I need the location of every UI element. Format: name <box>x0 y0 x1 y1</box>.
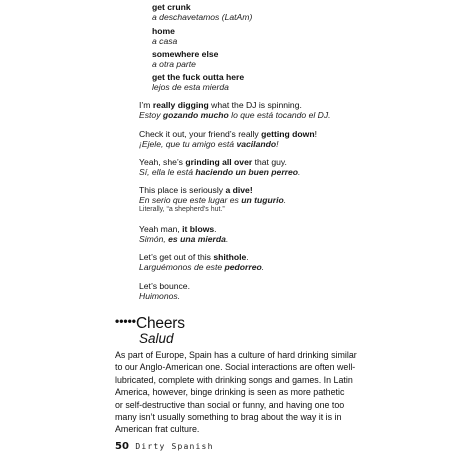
example-english: Let’s bounce. <box>139 281 190 291</box>
example-english: I’m really digging what the DJ is spinning. <box>139 100 302 110</box>
example-english: Let’s get out of this shithole. <box>139 252 249 262</box>
example-english: This place is seriously a dive! <box>139 185 253 195</box>
section-paragraph <box>115 349 370 436</box>
example-spanish: ¡Ejele, que tu amigo está vacilando! <box>139 139 279 149</box>
example-spanish: En serio que este lugar es un tugurio. <box>139 195 287 205</box>
example-sentence <box>139 129 389 149</box>
vocab-spanish: a otra parte <box>152 59 196 69</box>
paragraph-line: many isn’t usually something to brag about the way it is in <box>115 412 342 423</box>
page-footer <box>115 436 214 454</box>
heading-dots: ••••• <box>115 314 137 328</box>
vocab-english: home <box>152 26 175 36</box>
vocab-entry <box>152 49 382 69</box>
example-spanish: Simón, es una mierda. <box>139 234 229 244</box>
vocab-entry <box>152 26 382 46</box>
example-spanish: Estoy gozando mucho lo que está tocando el DJ. <box>139 110 331 120</box>
paragraph-line: to our Anglo-American one. Social interactions are often well- <box>115 362 356 373</box>
page-number: 50 <box>115 441 129 452</box>
example-spanish: Sí, ella le está haciendo un buen perreo. <box>139 167 301 177</box>
example-sentence <box>139 252 389 272</box>
paragraph-line: As part of Europe, Spain has a culture of hard drinking similar <box>115 350 357 360</box>
vocab-spanish: lejos de esta mierda <box>152 82 229 92</box>
literal-translation-note: Literally, “a shepherd’s hut.” <box>139 206 225 213</box>
paragraph-line: American frat culture. <box>115 424 200 435</box>
vocab-english: somewhere else <box>152 49 219 59</box>
example-english: Yeah, she’s grinding all over that guy. <box>139 157 287 167</box>
vocab-english: get the fuck outta here <box>152 72 245 82</box>
section-heading <box>115 314 185 346</box>
vocab-spanish: a deschavetamos (LatAm) <box>152 12 253 22</box>
section-title: Cheers <box>136 315 185 332</box>
paragraph-line: or self-destructive than social or funny, and having one too <box>115 399 345 410</box>
paragraph-line: lubricated, complete with drinking songs and games. In Latin <box>115 374 353 385</box>
example-spanish: Larguémonos de este pedorreo. <box>139 262 265 272</box>
example-sentence <box>139 224 389 244</box>
section-subtitle: Salud <box>139 331 174 346</box>
book-title: Dirty Spanish <box>135 442 214 451</box>
example-sentence <box>139 281 389 301</box>
vocab-spanish: a casa <box>152 36 178 46</box>
example-sentence <box>139 100 389 120</box>
vocab-entry <box>152 2 382 22</box>
vocab-english: get crunk <box>152 2 191 12</box>
example-sentence <box>139 157 389 177</box>
example-spanish: Huimonos. <box>139 291 181 301</box>
paragraph-line: America, however, binge drinking is seen as more pathetic <box>115 387 345 398</box>
example-english: Yeah man, it blows. <box>139 224 217 234</box>
example-english: Check it out, your friend’s really getting down! <box>139 129 317 139</box>
vocab-entry <box>152 72 382 92</box>
example-sentence <box>139 185 389 214</box>
